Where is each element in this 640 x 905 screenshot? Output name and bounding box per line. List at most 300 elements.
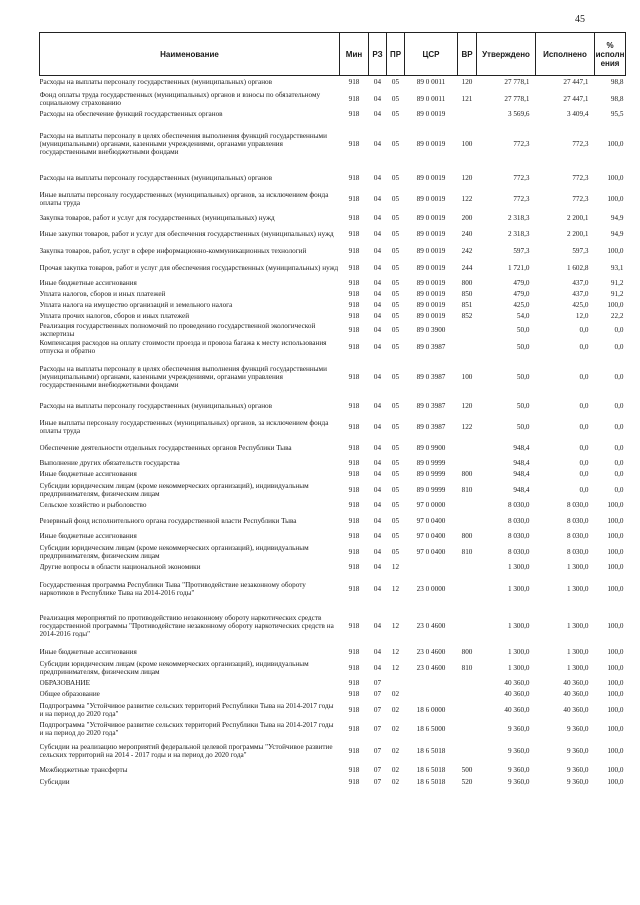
cell-approved: 40 360,0 [504, 690, 530, 698]
cell-pr: 02 [391, 705, 400, 714]
cell-executed: 27 447,1 [563, 78, 589, 87]
cell-pr: 05 [391, 290, 400, 298]
cell-rz: 04 [373, 78, 382, 87]
cell-executed: 0,0 [579, 402, 589, 410]
cell-percent: 100,0 [607, 705, 624, 714]
cell-pr: 05 [391, 246, 400, 255]
cell-percent: 100,0 [607, 532, 624, 540]
cell-min: 918 [348, 690, 360, 698]
cell-pr: 05 [391, 402, 400, 410]
cell-rz: 07 [373, 679, 382, 687]
cell-name: Субсидии на реализацию мероприятий федеральной целевой программы "Устойчивое развитие сельских территорий на 2014 - 2017 годы и на период до 2020 года" [39, 742, 333, 759]
cell-pr: 05 [391, 501, 400, 509]
cell-name: Расходы на выплаты персоналу в целях обеспечения выполнения функций государственными (муниципальными) органами, казенными учреждениями, органами управления государственными внебюджетными фондами [39, 131, 327, 156]
cell-percent: 100,0 [607, 777, 624, 786]
cell-pr: 05 [391, 173, 400, 182]
cell-percent: 0,0 [614, 422, 624, 431]
cell-name: Подпрограмма "Устойчивое развитие сельских территорий Республики Тыва на 2014-2017 годы и на период до 2020 года" [39, 720, 334, 737]
table-row [40, 76, 626, 89]
cell-rz: 04 [373, 173, 382, 182]
cell-executed: 772,3 [572, 139, 589, 148]
cell-vr: 850 [461, 290, 473, 298]
cell-pr: 02 [391, 724, 400, 733]
cell-rz: 07 [373, 746, 382, 755]
cell-rz: 07 [373, 705, 382, 714]
cell-vr: 200 [461, 213, 473, 222]
table-row [40, 700, 626, 720]
cell-csr: 18 6 5000 [416, 724, 446, 733]
cell-csr: 89 0 3987 [416, 402, 446, 410]
cell-vr: 852 [461, 312, 473, 320]
cell-csr: 89 0 0011 [416, 94, 446, 103]
cell-rz: 04 [373, 622, 382, 630]
cell-pr: 05 [391, 485, 400, 494]
cell-executed: 0,0 [579, 459, 589, 467]
cell-min: 918 [348, 777, 360, 786]
cell-executed: 597,3 [572, 246, 589, 255]
cell-approved: 50,0 [516, 343, 530, 351]
cell-percent: 94,9 [610, 213, 624, 222]
cell-percent: 100,0 [607, 246, 624, 255]
cell-name: Расходы на выплаты персоналу в целях обеспечения выполнения функций государственными (муниципальными) органами, казенными учреждениями, органами управления государственными внебюджетными фондами [39, 364, 327, 389]
table-row [40, 188, 626, 210]
cell-rz: 04 [373, 246, 382, 255]
cell-rz: 04 [373, 372, 382, 381]
cell-rz: 04 [373, 648, 382, 656]
cell-pr: 05 [391, 279, 400, 287]
cell-min: 918 [348, 422, 360, 431]
cell-executed: 3 409,4 [566, 110, 589, 118]
cell-approved: 1 300,0 [507, 563, 530, 571]
table-row [40, 243, 626, 259]
cell-name: Иные выплаты персоналу государственных (муниципальных) органов, за исключением фонда оплаты труда [39, 190, 329, 207]
cell-rz: 07 [373, 777, 382, 786]
cell-approved: 40 360,0 [504, 705, 530, 714]
cell-min: 918 [348, 622, 360, 630]
table-row [40, 678, 626, 689]
cell-name: Межбюджетные трансферты [39, 765, 128, 774]
cell-name: Сельское хозяйство и рыболовство [39, 501, 147, 509]
cell-name: Подпрограмма "Устойчивое развитие сельских территорий Республики Тыва на 2014-2017 годы и на период до 2020 года" [39, 701, 334, 718]
cell-min: 918 [348, 279, 360, 287]
cell-pr [387, 678, 405, 689]
cell-percent: 100,0 [607, 301, 624, 309]
cell-approved: 479,0 [513, 279, 530, 287]
cell-min: 918 [348, 746, 360, 755]
cell-approved: 50,0 [516, 325, 530, 334]
cell-percent: 100,0 [607, 690, 624, 698]
cell-name: Расходы на выплаты персоналу государственных (муниципальных) органов [39, 173, 273, 182]
cell-executed: 27 447,1 [563, 94, 589, 103]
cell-executed: 1 602,8 [566, 264, 589, 272]
cell-csr: 89 0 0019 [416, 213, 446, 222]
cell-csr: 97 0 0400 [416, 516, 446, 525]
cell-vr [458, 338, 477, 357]
table-row [40, 738, 626, 764]
cell-vr [458, 738, 477, 764]
cell-rz: 04 [373, 532, 382, 540]
cell-executed: 437,0 [572, 279, 589, 287]
cell-vr: 100 [461, 139, 473, 148]
cell-csr [405, 689, 458, 700]
table-row [40, 764, 626, 776]
cell-csr: 18 6 5018 [416, 746, 446, 755]
cell-approved: 948,4 [513, 470, 530, 478]
cell-vr [458, 562, 477, 573]
table-row [40, 658, 626, 678]
table-row [40, 458, 626, 469]
cell-vr: 810 [461, 547, 473, 556]
table-row [40, 89, 626, 109]
page-number: 45 [575, 14, 585, 25]
cell-vr [458, 109, 477, 120]
cell-approved: 479,0 [513, 290, 530, 298]
cell-csr: 89 0 3987 [416, 343, 446, 351]
cell-executed: 437,0 [572, 290, 589, 298]
cell-min: 918 [348, 139, 360, 148]
cell-pr: 05 [391, 532, 400, 540]
cell-csr: 89 0 0011 [416, 78, 446, 87]
table-row [40, 573, 626, 606]
cell-csr: 89 0 0019 [416, 312, 446, 320]
table-row [40, 226, 626, 243]
column-header-approved: Утверждено [477, 33, 536, 76]
cell-name: Государственная программа Республики Тыва "Противодействие незаконному обороту наркотиков в Республике Тыва на 2014-2016 годы" [39, 581, 306, 597]
cell-name: Другие вопросы в области национальной экономики [39, 563, 201, 571]
cell-min: 918 [348, 230, 360, 238]
cell-vr: 100 [461, 372, 473, 381]
cell-approved: 1 300,0 [507, 622, 530, 630]
cell-rz: 04 [373, 279, 382, 287]
cell-min: 918 [348, 194, 360, 203]
cell-csr: 89 0 0019 [416, 173, 446, 182]
cell-executed: 8 030,0 [566, 532, 589, 540]
cell-executed: 0,0 [579, 372, 589, 381]
table-row [40, 210, 626, 226]
cell-pr: 05 [391, 547, 400, 556]
cell-name: Субсидии [39, 777, 70, 786]
cell-vr [458, 606, 477, 647]
cell-min: 918 [348, 372, 360, 381]
table-row [40, 469, 626, 480]
cell-min: 918 [348, 312, 360, 320]
cell-pr: 05 [391, 372, 400, 381]
cell-rz: 04 [373, 459, 382, 467]
cell-csr: 97 0 0000 [416, 501, 446, 509]
cell-percent: 100,0 [607, 663, 624, 672]
cell-executed: 0,0 [579, 485, 589, 494]
column-header-csr: ЦСР [405, 33, 458, 76]
cell-vr: 244 [461, 264, 473, 272]
cell-csr [405, 678, 458, 689]
cell-rz: 04 [373, 194, 382, 203]
table-row [40, 531, 626, 542]
cell-csr: 89 0 9999 [416, 485, 446, 494]
cell-percent: 98,8 [610, 94, 624, 103]
cell-min: 918 [348, 501, 360, 509]
cell-rz: 04 [373, 230, 382, 238]
cell-pr: 05 [391, 516, 400, 525]
cell-name: Иные бюджетные ассигнования [39, 279, 137, 287]
table-row [40, 289, 626, 300]
cell-csr: 89 0 0019 [416, 246, 446, 255]
cell-min: 918 [348, 264, 360, 272]
cell-min: 918 [348, 78, 360, 87]
cell-rz: 04 [373, 422, 382, 431]
cell-percent: 100,0 [607, 622, 624, 630]
cell-pr: 05 [391, 110, 400, 118]
cell-pr: 05 [391, 443, 400, 452]
cell-vr: 800 [461, 532, 473, 540]
cell-vr [458, 573, 477, 606]
cell-min: 918 [348, 663, 360, 672]
cell-executed: 40 360,0 [563, 690, 589, 698]
cell-approved: 40 360,0 [504, 679, 530, 687]
cell-percent: 0,0 [614, 343, 624, 351]
table-body [40, 76, 626, 788]
cell-rz: 04 [373, 516, 382, 525]
cell-csr: 89 0 9999 [416, 470, 446, 478]
cell-vr [458, 322, 477, 338]
cell-approved: 772,3 [513, 194, 530, 203]
cell-percent: 100,0 [607, 139, 624, 148]
cell-csr: 89 0 0019 [416, 230, 446, 238]
cell-executed: 2 200,1 [566, 213, 589, 222]
cell-approved: 772,3 [513, 139, 530, 148]
cell-name: Иные выплаты персоналу государственных (муниципальных) органов, за исключением фонда оплаты труда [39, 418, 329, 435]
cell-executed: 9 360,0 [566, 765, 589, 774]
cell-name: Расходы на выплаты персоналу государственных (муниципальных) органов [39, 78, 273, 87]
cell-rz: 04 [373, 443, 382, 452]
cell-rz: 04 [373, 402, 382, 410]
cell-name: Выполнение других обязательств государства [39, 459, 180, 467]
cell-name: Общее образование [39, 690, 100, 698]
column-header-executed: Исполнено [536, 33, 595, 76]
cell-approved: 948,4 [513, 459, 530, 467]
cell-executed: 1 300,0 [566, 648, 589, 656]
cell-percent: 0,0 [614, 470, 624, 478]
cell-csr: 89 0 0019 [416, 110, 446, 118]
cell-pr: 02 [391, 765, 400, 774]
cell-pr: 05 [391, 94, 400, 103]
cell-percent: 91,2 [610, 279, 624, 287]
cell-min: 918 [348, 343, 360, 351]
cell-min: 918 [348, 301, 360, 309]
cell-csr: 89 0 3987 [416, 422, 446, 431]
column-header-vr: ВР [458, 33, 477, 76]
cell-min: 918 [348, 290, 360, 298]
cell-pr: 05 [391, 312, 400, 320]
cell-csr: 18 6 0000 [416, 705, 446, 714]
cell-csr: 89 0 0019 [416, 139, 446, 148]
cell-csr: 89 0 0019 [416, 264, 446, 272]
cell-name: Реализация мероприятий по противодействию незаконному обороту наркотических средств государственной программы "Противодействие незаконному обороту наркотических средств на 2014-2016 годы" [39, 614, 334, 638]
cell-name: Фонд оплаты труда государственных (муниципальных) органов и взносы по обязательному социальному страхованию [39, 90, 321, 107]
cell-min: 918 [348, 325, 360, 334]
cell-csr: 23 0 4600 [416, 648, 446, 656]
cell-executed: 772,3 [572, 194, 589, 203]
cell-min: 918 [348, 585, 360, 593]
cell-name: Уплата прочих налогов, сборов и иных платежей [39, 312, 190, 320]
cell-approved: 50,0 [516, 402, 530, 410]
cell-executed: 9 360,0 [566, 724, 589, 733]
cell-vr [458, 689, 477, 700]
cell-executed: 1 300,0 [566, 585, 589, 593]
cell-pr: 12 [391, 663, 400, 672]
cell-pr: 05 [391, 78, 400, 87]
cell-name: Иные бюджетные ассигнования [39, 648, 137, 656]
cell-csr: 89 0 0019 [416, 290, 446, 298]
table-row [40, 322, 626, 338]
cell-percent: 0,0 [614, 402, 624, 410]
cell-pr: 05 [391, 301, 400, 309]
cell-vr: 120 [461, 402, 473, 410]
cell-executed: 2 200,1 [566, 230, 589, 238]
cell-pr: 02 [391, 777, 400, 786]
cell-csr: 89 0 9900 [416, 443, 446, 452]
cell-name: Компенсация расходов на оплату стоимости проезда и провоза багажа к месту использования отпуска и обратно [39, 339, 327, 355]
cell-approved: 3 569,6 [507, 110, 530, 118]
cell-csr: 97 0 0400 [416, 547, 446, 556]
cell-rz: 04 [373, 563, 382, 571]
cell-rz: 04 [373, 264, 382, 272]
cell-percent: 91,2 [610, 290, 624, 298]
cell-name: Закупка товаров, работ, услуг в сфере информационно-коммуникационных технологий [39, 246, 307, 255]
cell-percent: 100,0 [607, 585, 624, 593]
cell-name: ОБРАЗОВАНИЕ [39, 679, 90, 687]
cell-csr: 18 6 5018 [416, 777, 446, 786]
percent-header-line-3: ения [600, 58, 620, 68]
cell-executed: 0,0 [579, 325, 589, 334]
table-row [40, 562, 626, 573]
cell-percent: 22,2 [610, 312, 624, 320]
table-row [40, 300, 626, 311]
cell-rz: 04 [373, 663, 382, 672]
cell-approved: 1 300,0 [507, 663, 530, 672]
cell-percent: 0,0 [614, 372, 624, 381]
cell-name: Расходы на выплаты персоналу государственных (муниципальных) органов [39, 402, 273, 410]
cell-pr: 05 [391, 459, 400, 467]
cell-vr [458, 500, 477, 511]
cell-rz: 04 [373, 301, 382, 309]
cell-executed: 8 030,0 [566, 516, 589, 525]
cell-rz: 04 [373, 547, 382, 556]
cell-csr: 89 0 3900 [416, 325, 446, 334]
cell-percent: 100,0 [607, 501, 624, 509]
cell-approved: 27 778,1 [504, 78, 530, 87]
cell-name: Закупка товаров, работ и услуг для государственных (муниципальных) нужд [39, 213, 275, 222]
cell-percent: 0,0 [614, 325, 624, 334]
cell-executed: 9 360,0 [566, 746, 589, 755]
cell-name: Резервный фонд исполнительного органа государственной власти Республики Тыва [39, 516, 297, 525]
cell-approved: 1 721,0 [507, 264, 530, 272]
column-header-rz: РЗ [369, 33, 387, 76]
cell-name: Субсидии юридическим лицам (кроме некоммерческих организаций), индивидуальным предпринимателям, физическим лицам [39, 481, 309, 498]
cell-name: Уплата налогов, сборов и иных платежей [39, 290, 166, 298]
cell-vr [458, 511, 477, 531]
cell-approved: 1 300,0 [507, 648, 530, 656]
cell-rz: 04 [373, 325, 382, 334]
cell-min: 918 [348, 459, 360, 467]
cell-approved: 2 318,3 [507, 213, 530, 222]
cell-approved: 8 030,0 [507, 516, 530, 525]
cell-min: 918 [348, 443, 360, 452]
table-row [40, 416, 626, 438]
table-row [40, 511, 626, 531]
cell-percent: 100,0 [607, 547, 624, 556]
cell-percent: 100,0 [607, 679, 624, 687]
cell-approved: 27 778,1 [504, 94, 530, 103]
cell-vr [458, 700, 477, 720]
cell-pr: 12 [391, 622, 400, 630]
cell-vr [458, 678, 477, 689]
cell-name: Иные бюджетные ассигнования [39, 470, 137, 478]
cell-name: Реализация государственных полномочий по проведению государственной экологической экспертизы [39, 321, 316, 338]
cell-pr: 05 [391, 194, 400, 203]
cell-executed: 0,0 [579, 443, 589, 452]
cell-vr [458, 458, 477, 469]
cell-pr: 02 [391, 690, 400, 698]
cell-min: 918 [348, 547, 360, 556]
cell-pr: 12 [391, 563, 400, 571]
cell-csr: 97 0 0400 [416, 532, 446, 540]
cell-vr: 800 [461, 470, 473, 478]
cell-csr: 89 0 9999 [416, 459, 446, 467]
table-row [40, 338, 626, 357]
cell-rz: 04 [373, 94, 382, 103]
cell-percent: 95,5 [610, 110, 624, 118]
table-row [40, 542, 626, 562]
cell-approved: 772,3 [513, 173, 530, 182]
cell-percent: 0,0 [614, 485, 624, 494]
cell-approved: 948,4 [513, 485, 530, 494]
cell-vr: 520 [461, 777, 473, 786]
cell-executed: 1 300,0 [566, 622, 589, 630]
cell-name: Расходы на обеспечение функций государственных органов [39, 110, 223, 118]
cell-approved: 8 030,0 [507, 501, 530, 509]
table-row [40, 689, 626, 700]
column-header-name: Наименование [40, 33, 340, 76]
cell-executed: 1 300,0 [566, 663, 589, 672]
table-row [40, 438, 626, 458]
cell-rz: 04 [373, 213, 382, 222]
cell-percent: 100,0 [607, 173, 624, 182]
cell-min: 918 [348, 173, 360, 182]
table-row [40, 606, 626, 647]
cell-vr: 810 [461, 663, 473, 672]
cell-csr: 89 0 3987 [416, 372, 446, 381]
cell-min: 918 [348, 679, 360, 687]
cell-approved: 9 360,0 [507, 777, 530, 786]
cell-min: 918 [348, 724, 360, 733]
table-row [40, 311, 626, 322]
budget-table [39, 32, 626, 788]
cell-vr: 242 [461, 246, 473, 255]
cell-csr [405, 562, 458, 573]
cell-rz: 04 [373, 110, 382, 118]
cell-rz: 04 [373, 485, 382, 494]
table-row [40, 720, 626, 738]
cell-approved: 8 030,0 [507, 547, 530, 556]
cell-vr: 810 [461, 485, 473, 494]
cell-pr: 05 [391, 470, 400, 478]
cell-vr: 122 [461, 422, 473, 431]
cell-executed: 0,0 [579, 422, 589, 431]
cell-executed: 8 030,0 [566, 547, 589, 556]
cell-percent: 100,0 [607, 648, 624, 656]
cell-min: 918 [348, 563, 360, 571]
cell-name: Иные закупки товаров, работ и услуг для обеспечения государственных (муниципальных) нужд [39, 230, 334, 238]
